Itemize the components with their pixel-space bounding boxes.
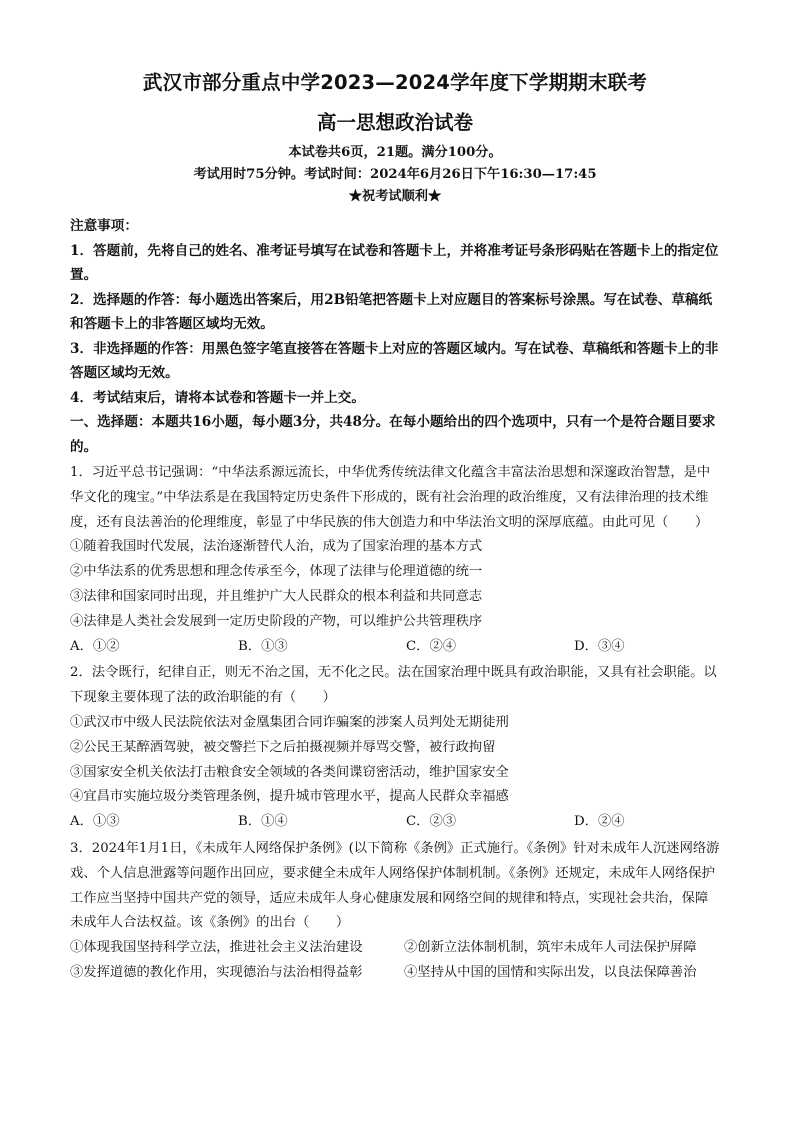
statement-option: ①武汉市中级人民法院依法对金凰集团合同诈骗案的涉案人员判处无期徒刑: [70, 714, 509, 730]
statement-option: ②创新立法体制机制，筑牢未成年人司法保护屏障: [404, 940, 697, 956]
statement-option: ④坚持从中国的国情和实际出发，以良法保障善治: [404, 964, 697, 980]
answer-b: B．①③: [238, 638, 288, 654]
exam-title: 武汉市部分重点中学2023—2024学年度下学期期末联考: [142, 71, 648, 94]
answer-a: A．①②: [70, 638, 120, 654]
answer-choices: [70, 810, 720, 835]
question-stem: 2．法令既行，纪律自正，则无不治之国，无不化之民。法在国家治理中既具有政治职能，又具有社会职能。以下现象主要体现了法的政治职能的有（ ）: [70, 665, 717, 706]
statement-option: ①体现我国坚持科学立法，推进社会主义法治建设: [70, 940, 363, 956]
note-item: 1．答题前，先将自己的姓名、准考证号填写在试卷和答题卡上，并将准考证号条形码贴在答题卡上的指定位置。: [70, 242, 719, 283]
notes-heading: 注意事项：: [70, 218, 138, 234]
answer-b: B．①④: [238, 814, 288, 830]
exam-info-time: 考试用时75分钟。考试时间：2024年6月26日下午16:30—17:45: [193, 167, 597, 182]
statement-pair: [70, 936, 720, 961]
exam-subtitle: 高一思想政治试卷: [316, 111, 473, 134]
exam-wish: ★祝考试顺利★: [348, 189, 442, 204]
question-stem: 1．习近平总书记强调：“中华法系源远流长，中华优秀传统法律文化蕴含丰富法治思想和深邃政治智慧，是中华文化的瑰宝。”中华法系是在我国特定历史条件下形成的，既有社会治理的政治维度，又有法律治理的技术维度，还有良法善治的伦理维度，彰显了中华民族的伟大创造力和中华法治文明的深厚底蕴。由此可见（ ）: [70, 465, 711, 530]
question-3: [70, 837, 720, 986]
statement-option: ④宜昌市实施垃圾分类管理条例，提升城市管理水平，提高人民群众幸福感: [70, 789, 509, 805]
statement-option: ③国家安全机关依法打击粮食安全领域的各类间谍窃密活动，维护国家安全: [70, 764, 509, 780]
section-heading: 一、选择题：本题共16小题，每小题3分，共48分。在每小题给出的四个选项中，只有一个是符合题目要求的。: [70, 414, 716, 455]
note-item: 3．非选择题的作答：用黑色签字笔直接答在答题卡上对应的答题区域内。写在试卷、草稿纸和答题卡上的非答题区域均无效。: [70, 340, 719, 381]
answer-choices: [70, 635, 720, 660]
answer-c: C．②③: [406, 814, 457, 830]
exam-page: [70, 68, 720, 986]
statement-option: ③发挥道德的教化作用，实现德治与法治相得益彰: [70, 964, 363, 980]
note-item: 2．选择题的作答：每小题选出答案后，用2B铅笔把答题卡上对应题目的答案标号涂黑。写在试卷、草稿纸和答题卡上的非答题区域均无效。: [70, 291, 713, 332]
statement-option: ①随着我国时代发展，法治逐渐替代人治，成为了国家治理的基本方式: [70, 539, 483, 555]
statement-option: ②中华法系的优秀思想和理念传承至今，体现了法律与伦理道德的统一: [70, 564, 483, 580]
question-2: [70, 661, 720, 835]
question-1: [70, 461, 720, 659]
answer-d: D．②④: [574, 814, 625, 830]
notes-section: [70, 214, 720, 459]
question-stem: 3．2024年1月1日，《未成年人网络保护条例》(以下简称《条例》正式施行。《条例》针对未成年人沉迷网络游戏、个人信息泄露等问题作出回应，要求健全未成年人网络保护体制机制。《条例》还规定，未成年人网络保护工作应当坚持中国共产党的领导，适应未成年人身心健康发展和网络空间的规律和特点，实现社会共治，保障未成年人合法权益。该《条例》的出台（ ）: [70, 840, 720, 931]
statement-pair: [70, 961, 720, 986]
statement-option: ③法律和国家同时出现，并且维护广大人民群众的根本利益和共同意志: [70, 588, 483, 604]
answer-a: A．①③: [70, 814, 120, 830]
answer-d: D．③④: [574, 638, 625, 654]
exam-info-pages: 本试卷共6页，21题。满分100分。: [288, 145, 502, 160]
answer-c: C．②④: [406, 638, 457, 654]
statement-option: ④法律是人类社会发展到一定历史阶段的产物，可以维护公共管理秩序: [70, 613, 483, 629]
statement-option: ②公民王某醉酒驾驶，被交警拦下之后拍摄视频并辱骂交警，被行政拘留: [70, 739, 496, 755]
note-item: 4．考试结束后，请将本试卷和答题卡一并上交。: [70, 389, 365, 406]
